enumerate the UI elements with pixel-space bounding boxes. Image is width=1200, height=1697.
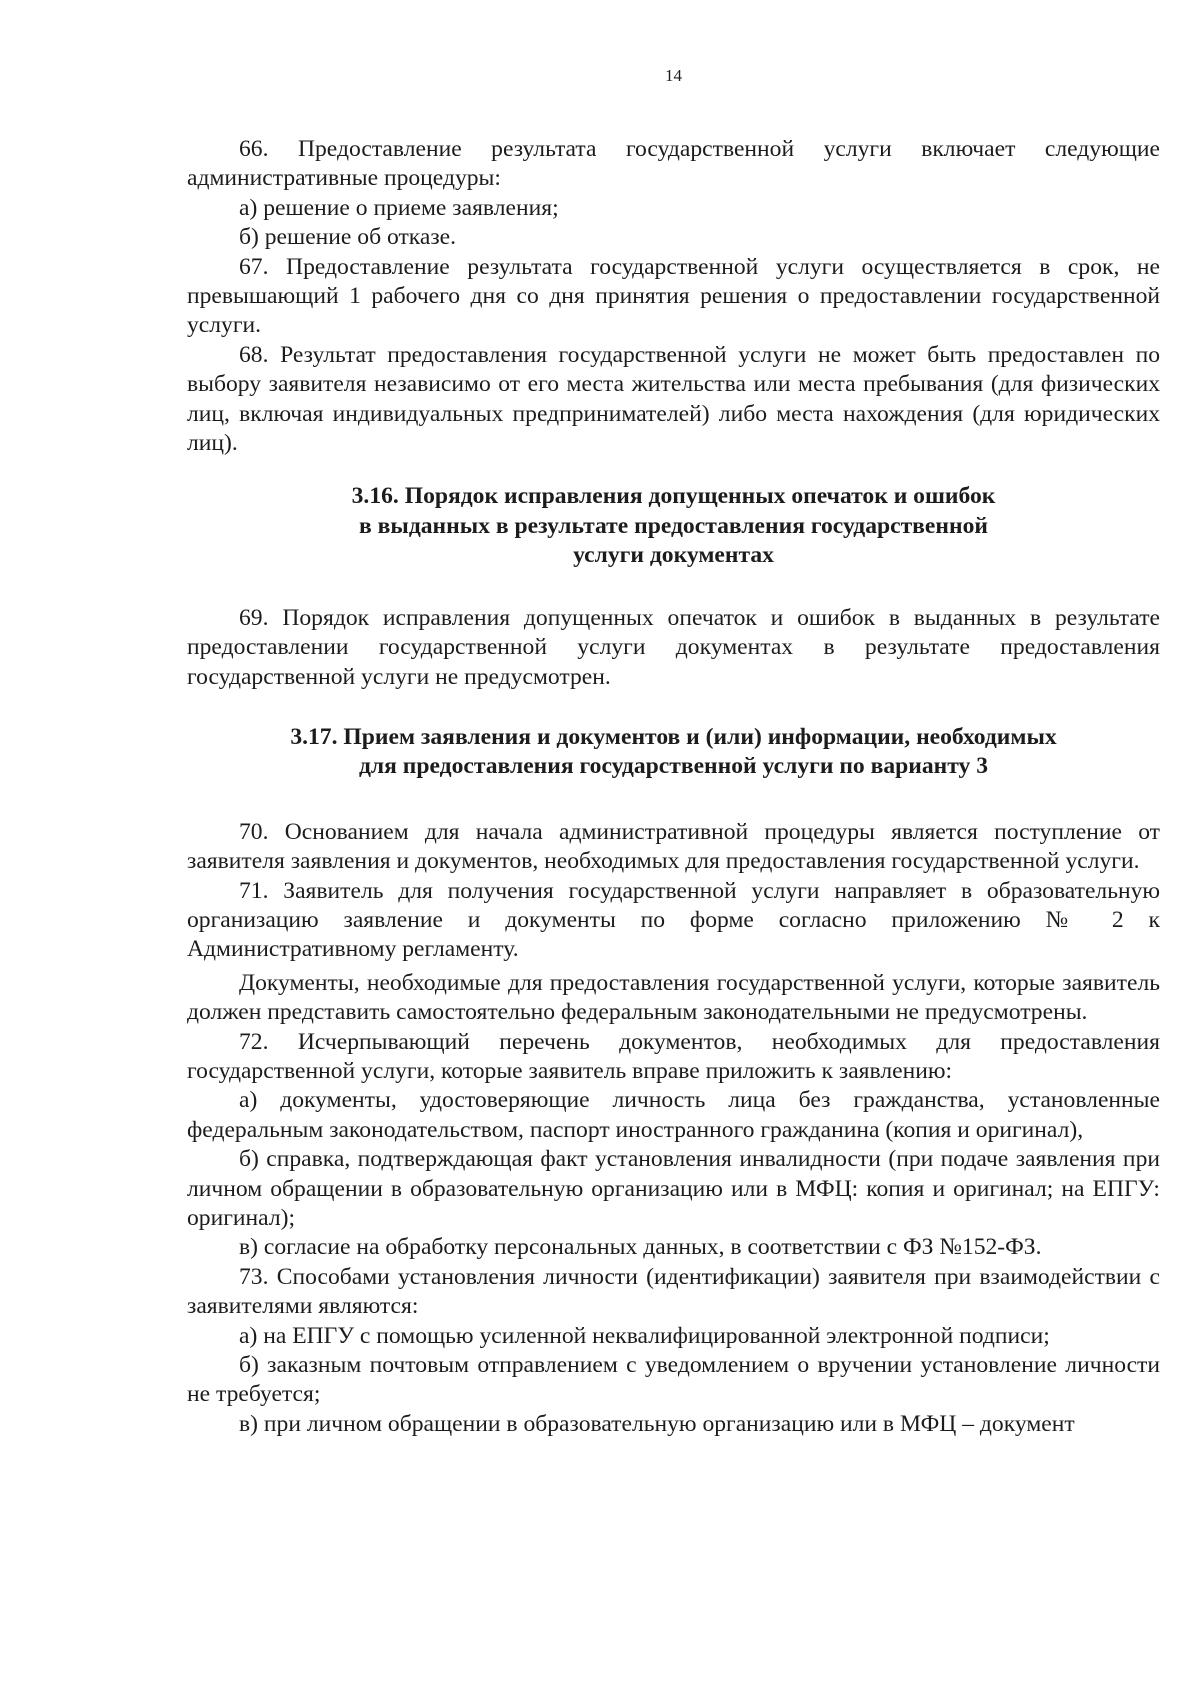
paragraph-67: 67. Предоставление результата государственной услуги осуществляется в срок, не превышающий 1 рабочего дня со дня принятия решения о предоставлении государственной услуги. <box>187 253 1160 339</box>
paragraph-71: 71. Заявитель для получения государственной услуги направляет в образовательную организацию заявление и документы по форме согласно приложению № 2 к Административному регламенту. <box>187 877 1160 963</box>
document-body <box>187 135 1160 1439</box>
paragraph-69: 69. Порядок исправления допущенных опечаток и ошибок в выданных в результате предоставлении государственной услуги документах в результате предоставления государственной услуги не предусмотрен. <box>187 604 1160 690</box>
paragraph-68: 68. Результат предоставления государственной услуги не может быть предоставлен по выбору заявителя независимо от его места жительства или места пребывания (для физических лиц, включая индивидуальных предпринимателей) либо места нахождения (для юридических лиц). <box>187 341 1160 457</box>
heading-line: 3.17. Прием заявления и документов и (или) информации, необходимых <box>290 723 1057 750</box>
page-number: 14 <box>665 66 682 85</box>
list-item-72-c: в) согласие на обработку персональных данных, в соответствии с ФЗ №152-ФЗ. <box>239 1234 1042 1261</box>
section-heading-3-17 <box>187 723 1160 782</box>
heading-line: для предоставления государственной услуги по варианту 3 <box>358 753 989 780</box>
list-item-72-b: б) справка, подтверждающая факт установления инвалидности (при подаче заявления при личном обращении в образовательную организацию или в МФЦ: копия и оригинал; на ЕПГУ: оригинал); <box>187 1146 1160 1231</box>
heading-line: услуги документах <box>573 542 774 569</box>
paragraph-70: 70. Основанием для начала административной процедуры является поступление от заявителя заявления и документов, необходимых для предоставления государственной услуги. <box>187 818 1160 875</box>
paragraph-66: 66. Предоставление результата государственной услуги включает следующие административные процедуры: <box>187 136 1160 192</box>
list-item-a: а) решение о приеме заявления; <box>239 194 559 221</box>
heading-line: в выданных в результате предоставления государственной <box>359 512 988 539</box>
list-item-b: б) решение об отказе. <box>239 224 457 251</box>
heading-line: 3.16. Порядок исправления допущенных опечаток и ошибок <box>351 483 996 510</box>
list-item-72-a: а) документы, удостоверяющие личность лица без гражданства, установленные федеральным законодательством, паспорт иностранного гражданина (копия и оригинал), <box>187 1087 1160 1143</box>
list-item-73-a: а) на ЕПГУ с помощью усиленной неквалифицированной электронной подписи; <box>239 1322 1050 1349</box>
paragraph-72: 72. Исчерпывающий перечень документов, необходимых для предоставления государственной услуги, которые заявитель вправе приложить к заявлению: <box>187 1028 1160 1084</box>
paragraph-documents: Документы, необходимые для предоставления государственной услуги, которые заявитель должен представить самостоятельно федеральным законодательными не предусмотрены. <box>187 969 1160 1026</box>
list-item-73-c: в) при личном обращении в образовательную организацию или в МФЦ – документ <box>239 1410 1075 1437</box>
section-heading-3-16 <box>187 482 1160 570</box>
paragraph-73: 73. Способами установления личности (идентификации) заявителя при взаимодействии с заявителями являются: <box>187 1263 1160 1320</box>
list-item-73-b: б) заказным почтовым отправлением с уведомлением о вручении установление личности не требуется; <box>187 1352 1160 1408</box>
